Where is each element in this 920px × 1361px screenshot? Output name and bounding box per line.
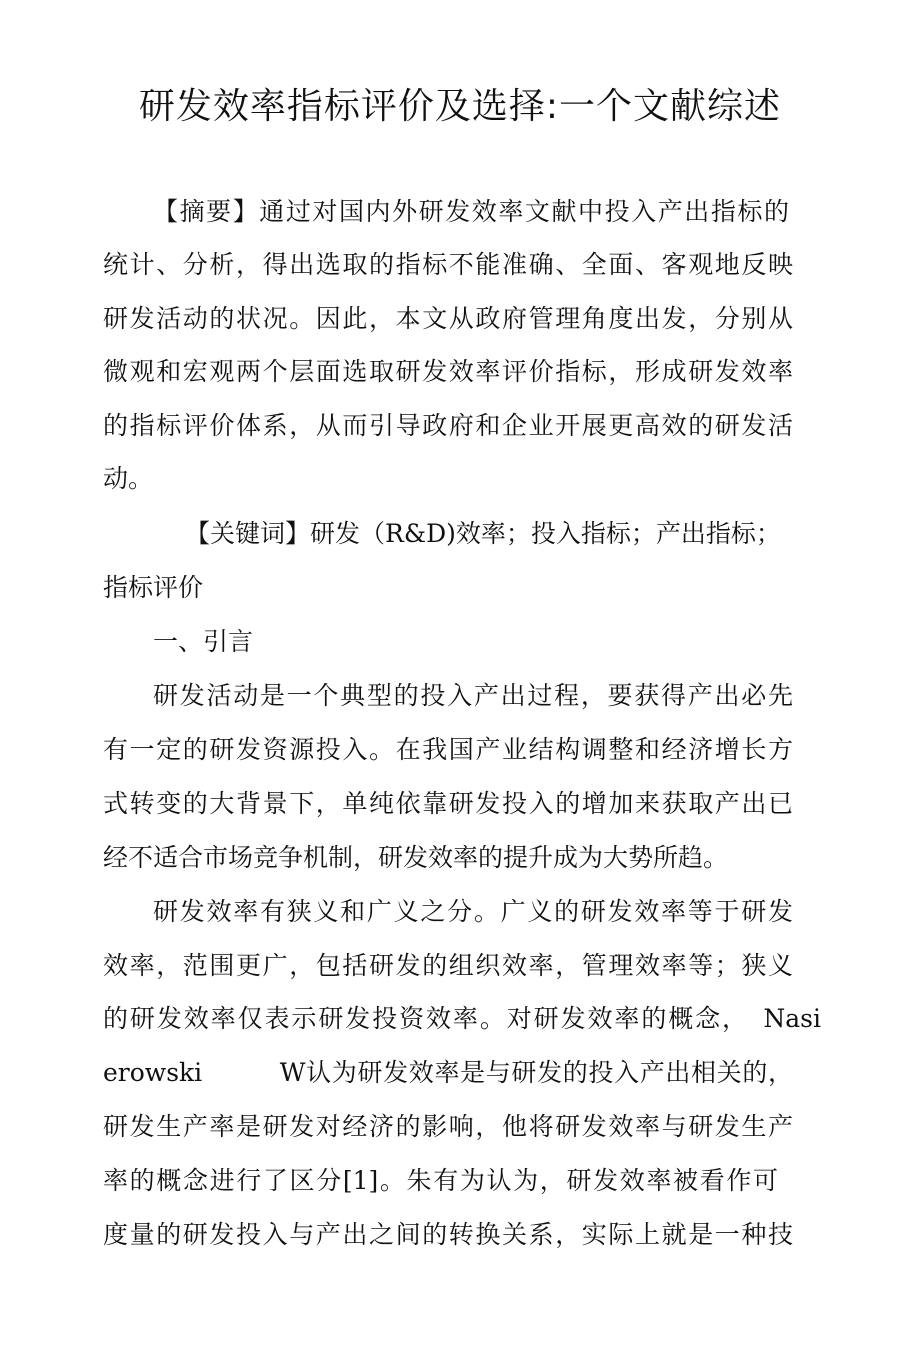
abstract-line: 研发活动的状况。因此，本文从政府管理角度出发，分别从 <box>103 304 793 333</box>
paragraph-line: erowski W认为研发效率是与研发的投入产出相关的， <box>103 1058 793 1087</box>
keywords-line: 指标评价 <box>103 573 204 602</box>
paragraph-line: 研发生产率是研发对经济的影响，他将研发效率与研发生产 <box>103 1112 793 1141</box>
paragraph-line: 式转变的大背景下，单纯依靠研发投入的增加来获取产出已 <box>103 789 793 818</box>
keywords-line: 【关键词】研发（R&D)效率；投入指标；产出指标； <box>185 519 781 548</box>
paragraph-line: 效率，范围更广，包括研发的组织效率，管理效率等；狭义 <box>103 951 793 980</box>
abstract-line: 微观和宏观两个层面选取研发效率评价指标，形成研发效率 <box>103 357 793 386</box>
paragraph-line: 经不适合市场竞争机制，研发效率的提升成为大势所趋。 <box>103 843 729 872</box>
section-heading: 一、引言 <box>153 627 254 656</box>
paragraph-line: 度量的研发投入与产出之间的转换关系，实际上就是一种技 <box>103 1220 793 1249</box>
document-title: 研发效率指标评价及选择:一个文献综述 <box>138 86 782 127</box>
paragraph-line: 研发活动是一个典型的投入产出过程，要获得产出必先 <box>153 681 793 710</box>
abstract-line: 的指标评价体系，从而引导政府和企业开展更高效的研发活 <box>103 411 793 440</box>
abstract-line: 动。 <box>103 464 154 493</box>
paragraph-line: 研发效率有狭义和广义之分。广义的研发效率等于研发 <box>153 897 793 926</box>
abstract-line: 统计、分析，得出选取的指标不能准确、全面、客观地反映 <box>103 250 793 279</box>
abstract-line: 【摘要】通过对国内外研发效率文献中投入产出指标的 <box>153 197 789 226</box>
paragraph-line: 率的概念进行了区分[1]。朱有为认为，研发效率被看作可 <box>103 1166 778 1195</box>
paragraph-line: 有一定的研发资源投入。在我国产业结构调整和经济增长方 <box>103 735 793 764</box>
paragraph-line: 的研发效率仅表示研发投资效率。对研发效率的概念， Nasi <box>103 1004 821 1033</box>
